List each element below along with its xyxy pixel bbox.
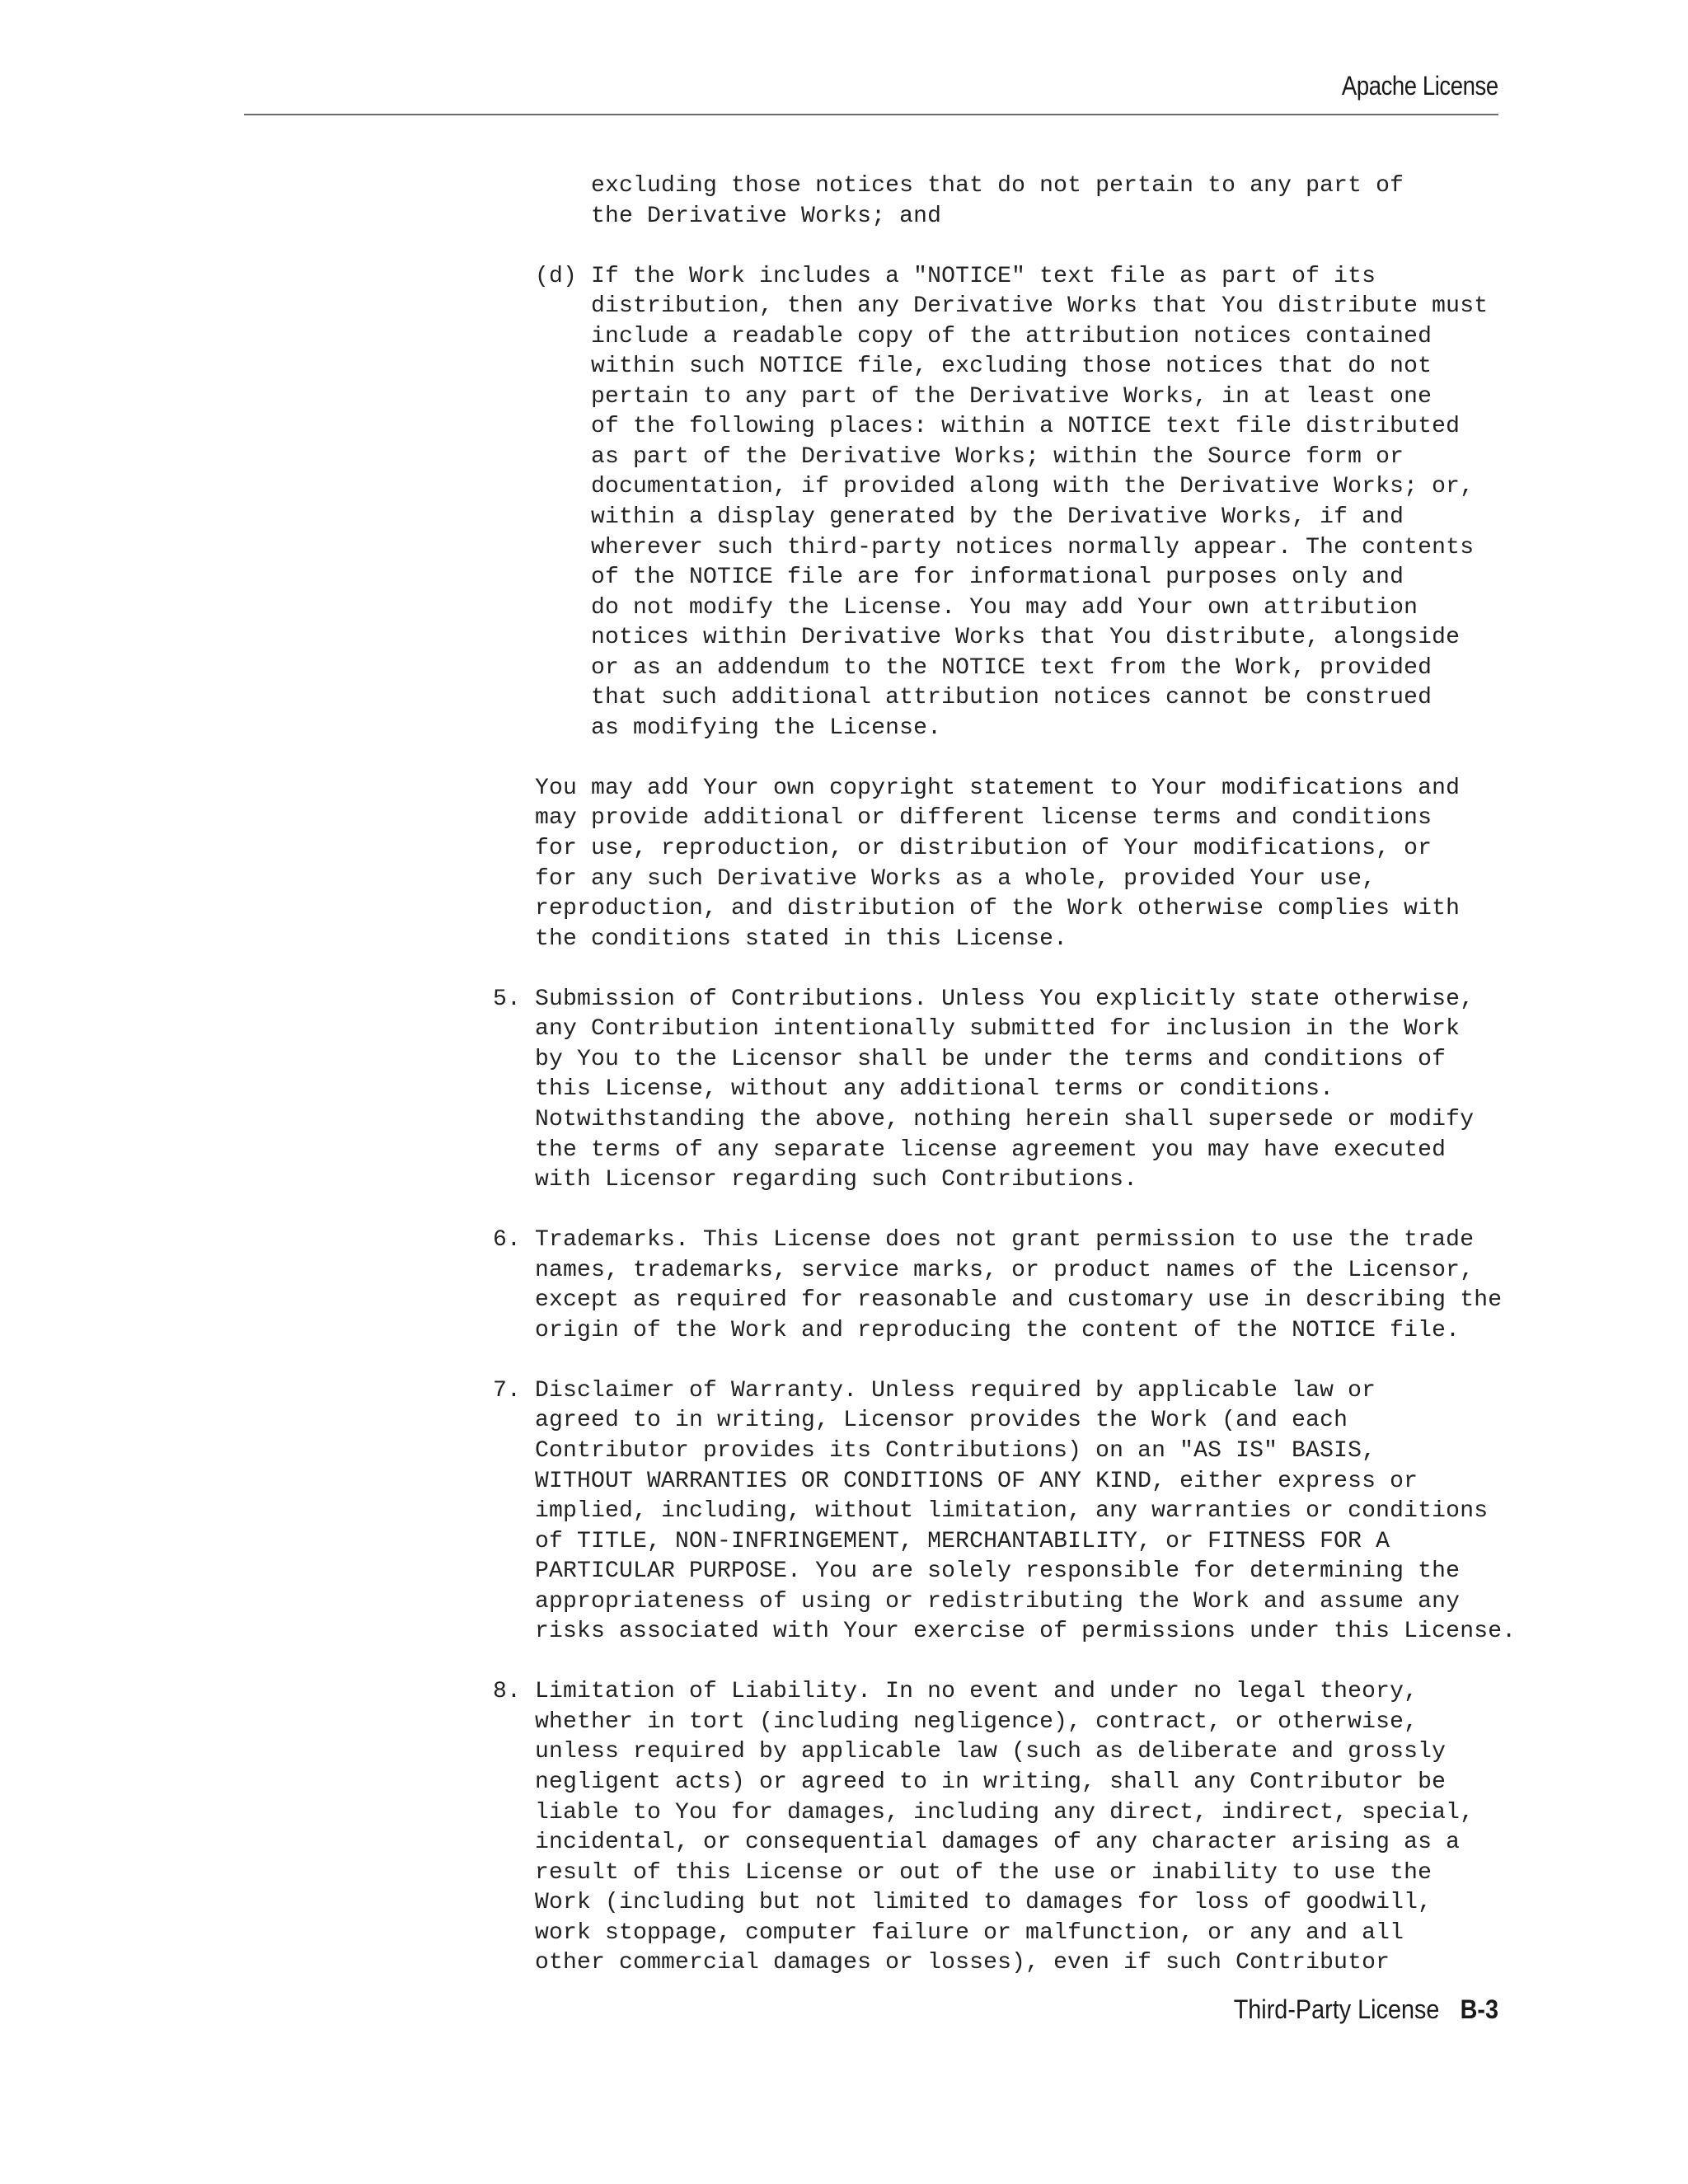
footer-section-title: Third-Party License (1233, 1994, 1440, 2024)
header-divider (244, 114, 1498, 115)
page-number: B-3 (1460, 1994, 1498, 2024)
page-footer (1234, 1994, 1498, 2025)
license-body-text: excluding those notices that do not pertain to any part of the Derivative Works; and (d) If the Work includes a "NOTICE" text file as part of its distribution, then any Derivative Works that You distribute must include a readable copy of the attribution notices contained within such NOTICE file, excluding those notices that do not pertain to any part of the Derivative Works, in at least one of the following places: within a NOTICE text file distributed as part of the Derivative Works; within the Source form or documentation, if provided along with the Derivative Works; or, within a display generated by the Derivative Works, if and wherever such third-party notices normally appear. The contents of the NOTICE file are for informational purposes only and do not modify the License. You may add Your own attribution notices within Derivative Works that You distribute, alongside or as an addendum to the NOTICE text from the Work, provided that such additional attribution notices cannot be construed as modifying the License. You may add Your own copyright statement to Your modifications and may provide additional or different license terms and conditions for use, reproduction, or distribution of Your modifications, or for any such Derivative Works as a whole, provided Your use, reproduction, and distribution of the Work otherwise complies with the conditions stated in this License. 5. Submission of Contributions. Unless You explicitly state otherwise, any Contribution intentionally submitted for inclusion in the Work by You to the Licensor shall be under the terms and conditions of this License, without any additional terms or conditions. Notwithstanding the above, nothing herein shall supersede or modify the terms of any separate license agreement you may have executed with Licensor regarding such Contributions. 6. Trademarks. This License does not grant permission to use the trade names, trademarks, service marks, or product names of the Licensor, except as required for reasonable and customary use in describing the origin of the Work and reproducing the content of the NOTICE file. 7. Disclaimer of Warranty. Unless required by applicable law or agreed to in writing, Licensor provides the Work (and each Contributor provides its Contributions) on an "AS IS" BASIS, WITHOUT WARRANTIES OR CONDITIONS OF ANY KIND, either express or implied, including, without limitation, any warranties or conditions of TITLE, NON-INFRINGEMENT, MERCHANTABILITY, or FITNESS FOR A PARTICULAR PURPOSE. You are solely responsible for determining the appropriateness of using or redistributing the Work and assume any risks associated with Your exercise of permissions under this License. 8. Limitation of Liability. In no event and under no legal theory, whether in tort (including negligence), contract, or otherwise, unless required by applicable law (such as deliberate and grossly negligent acts) or agreed to in writing, shall any Contributor be liable to You for damages, including any direct, indirect, special, incidental, or consequential damages of any character arising as a result of this License or out of the use or inability to use the Work (including but not limited to damages for loss of goodwill, work stoppage, computer failure or malfunction, or any and all other commercial damages or losses), even if such Contributor (493, 173, 1517, 1976)
running-header-title: Apache License (1342, 71, 1498, 101)
